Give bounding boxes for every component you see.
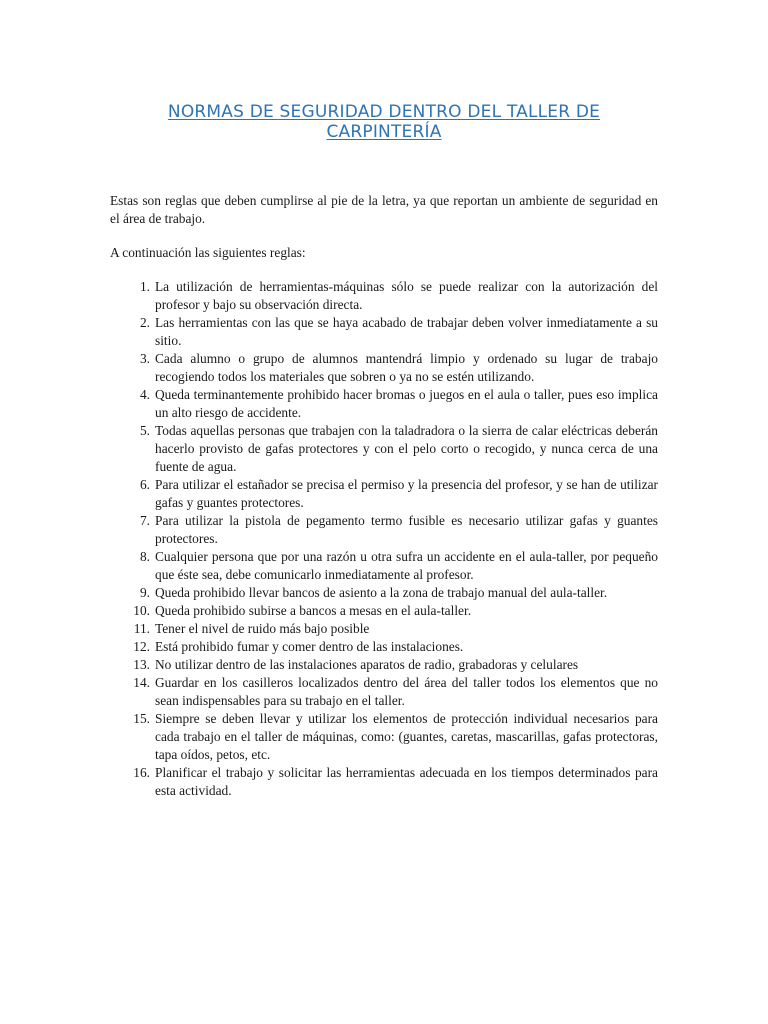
title-line-1: NORMAS DE SEGURIDAD DENTRO DEL TALLER DE bbox=[167, 102, 601, 122]
intro-paragraph: Estas son reglas que deben cumplirse al pie de la letra, ya que reportan un ambiente de seguridad en el área de trabajo. bbox=[110, 193, 658, 226]
rule-number: 3. bbox=[139, 351, 150, 366]
list-item bbox=[110, 548, 658, 584]
document-title bbox=[110, 102, 658, 142]
rule-text: Queda terminantemente prohibido hacer bromas o juegos en el aula o taller, pues eso implica un alto riesgo de accidente. bbox=[155, 387, 658, 420]
list-item bbox=[110, 710, 658, 764]
list-item bbox=[110, 350, 658, 386]
rules-lead-in: A continuación las siguientes reglas: bbox=[110, 245, 306, 260]
list-item bbox=[110, 314, 658, 350]
rule-number: 9. bbox=[139, 585, 150, 600]
title-line-2: CARPINTERÍA bbox=[326, 122, 442, 142]
rule-number: 15. bbox=[133, 711, 150, 726]
rule-number: 12. bbox=[133, 639, 150, 654]
list-item bbox=[110, 674, 658, 710]
list-item bbox=[110, 584, 658, 602]
rule-text: Para utilizar el estañador se precisa el permiso y la presencia del profesor, y se han de utilizar gafas y guantes protectores. bbox=[155, 477, 658, 510]
list-item bbox=[110, 278, 658, 314]
rule-number: 5. bbox=[139, 423, 150, 438]
rules-list bbox=[110, 278, 658, 800]
rule-text: Siempre se deben llevar y utilizar los elementos de protección individual necesarios para cada trabajo en el taller de máquinas, como: (guantes, caretas, mascarillas, gafas protectoras, tapa oídos, petos, etc. bbox=[155, 711, 658, 762]
rule-text: Para utilizar la pistola de pegamento termo fusible es necesario utilizar gafas y guantes protectores. bbox=[155, 513, 658, 546]
list-item bbox=[110, 656, 658, 674]
list-item bbox=[110, 620, 658, 638]
list-item bbox=[110, 764, 658, 800]
rule-text: Está prohibido fumar y comer dentro de las instalaciones. bbox=[155, 639, 464, 654]
rule-number: 11. bbox=[133, 621, 150, 636]
rule-text: No utilizar dentro de las instalaciones aparatos de radio, grabadoras y celulares bbox=[155, 657, 579, 672]
rule-number: 13. bbox=[133, 657, 150, 672]
rule-text: Todas aquellas personas que trabajen con la taladradora o la sierra de calar eléctricas deberán hacerlo provisto de gafas protectores y con el pelo corto o recogido, y nunca cerca de una fuente de agua. bbox=[155, 423, 658, 474]
rule-text: La utilización de herramientas-máquinas sólo se puede realizar con la autorización del profesor y bajo su observación directa. bbox=[155, 279, 658, 312]
rule-text: Tener el nivel de ruido más bajo posible bbox=[155, 621, 370, 636]
rule-text: Cada alumno o grupo de alumnos mantendrá limpio y ordenado su lugar de trabajo recogiendo todos los materiales que sobren o ya no se estén utilizando. bbox=[155, 351, 658, 384]
list-item bbox=[110, 476, 658, 512]
rule-number: 2. bbox=[139, 315, 150, 330]
rule-number: 7. bbox=[139, 513, 150, 528]
rule-text: Queda prohibido subirse a bancos a mesas en el aula-taller. bbox=[155, 603, 472, 618]
list-item bbox=[110, 422, 658, 476]
list-item bbox=[110, 386, 658, 422]
rule-text: Planificar el trabajo y solicitar las herramientas adecuada en los tiempos determinados para esta actividad. bbox=[155, 765, 658, 798]
list-item bbox=[110, 602, 658, 620]
rule-number: 4. bbox=[139, 387, 150, 402]
rule-text: Queda prohibido llevar bancos de asiento a la zona de trabajo manual del aula-taller. bbox=[155, 585, 608, 600]
rule-number: 14. bbox=[133, 675, 150, 690]
rule-number: 8. bbox=[139, 549, 150, 564]
list-item bbox=[110, 512, 658, 548]
list-item bbox=[110, 638, 658, 656]
rule-number: 16. bbox=[133, 765, 150, 780]
rule-number: 6. bbox=[139, 477, 150, 492]
rule-text: Guardar en los casilleros localizados dentro del área del taller todos los elementos que no sean indispensables para su trabajo en el taller. bbox=[155, 675, 658, 708]
rule-text: Las herramientas con las que se haya acabado de trabajar deben volver inmediatamente a su sitio. bbox=[155, 315, 658, 348]
rule-text: Cualquier persona que por una razón u otra sufra un accidente en el aula-taller, por pequeño que éste sea, debe comunicarlo inmediatamente al profesor. bbox=[155, 549, 658, 582]
rule-number: 10. bbox=[133, 603, 150, 618]
rule-number: 1. bbox=[139, 279, 150, 294]
